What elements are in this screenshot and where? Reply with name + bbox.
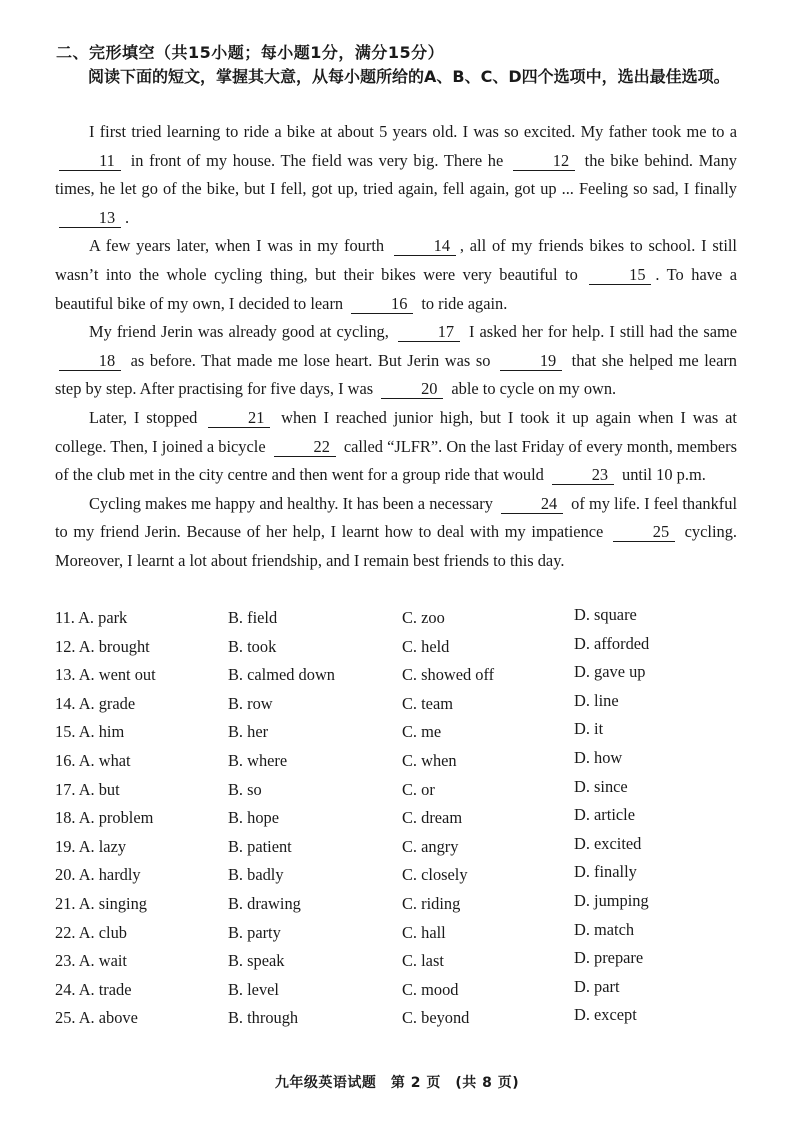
- question-option-d: D. gave up: [574, 662, 646, 682]
- answer-blank: 18: [59, 352, 121, 371]
- question-row: [55, 776, 745, 805]
- question-row: [55, 747, 745, 776]
- question-option-c: C. riding: [402, 893, 461, 913]
- passage-text: that she helped me learn step by step. After practising for five days, I was: [55, 350, 737, 399]
- question-option-c: C. when: [402, 750, 457, 770]
- question-option-a: 12. A. brought: [55, 636, 150, 656]
- question-option-d: D. except: [574, 1005, 637, 1025]
- question-option-b: B. speak: [228, 951, 285, 971]
- question-option-b: B. took: [228, 636, 277, 656]
- question-option-a: 19. A. lazy: [55, 836, 127, 856]
- question-option-b: B. where: [228, 750, 288, 770]
- passage-text: A few years later, when I was in my fourth: [89, 236, 390, 256]
- answer-blank: 11: [59, 152, 121, 171]
- question-option-d: D. article: [574, 805, 635, 825]
- answer-blank: 22: [274, 438, 336, 457]
- question-option-c: C. last: [402, 951, 444, 971]
- answer-blank: 24: [501, 495, 563, 514]
- passage-text: called “JLFR”. On the last Friday of every month, members of the club met in the city centre and then went for a group ride that would: [55, 436, 738, 485]
- passage-text: Later, I stopped: [89, 407, 205, 427]
- question-option-a: 17. A. but: [55, 779, 120, 799]
- question-option-a: 14. A. grade: [55, 693, 136, 713]
- question-option-c: C. held: [402, 636, 450, 656]
- answer-blank: 20: [381, 380, 443, 399]
- question-option-b: B. field: [228, 608, 278, 627]
- answer-blank: 21: [208, 409, 270, 428]
- passage-text: I first tried learning to ride a bike at about 5 years old. I was so excited. My father took me to a: [89, 122, 737, 141]
- question-option-a: 13. A. went out: [55, 665, 156, 685]
- section-title: 二、完形填空（共15小题；每小题1分，满分15分）: [56, 43, 445, 62]
- question-option-a: 23. A. wait: [55, 951, 127, 971]
- question-option-d: D. jumping: [574, 890, 649, 910]
- passage-text: able to cycle on my own.: [447, 379, 617, 399]
- cloze-passage: [55, 118, 737, 576]
- question-option-c: C. mood: [402, 979, 459, 999]
- question-option-d: D. it: [574, 719, 604, 739]
- answer-blank: 15: [589, 266, 651, 285]
- question-option-d: D. since: [574, 776, 628, 796]
- answer-blank: 23: [552, 466, 614, 485]
- passage-text: I asked her for help. I still had the same: [463, 322, 738, 342]
- question-option-d: D. afforded: [574, 633, 650, 653]
- question-option-c: C. beyond: [402, 1008, 470, 1028]
- answer-blank: 14: [394, 237, 456, 256]
- question-option-d: D. prepare: [574, 948, 644, 968]
- question-row: [55, 690, 745, 719]
- question-option-c: C. showed off: [402, 665, 495, 685]
- question-row: [55, 976, 745, 1005]
- passage-text: the bike behind. Many times, he let go of the bike, but I fell, got up, tried again, fell again, got up ... Feeling so sad, I finally: [55, 150, 737, 199]
- passage-text: .: [125, 207, 130, 227]
- answer-blank: 12: [513, 152, 575, 171]
- question-row: [55, 947, 745, 976]
- paragraph-5: [55, 490, 737, 576]
- passage-text: until 10 p.m.: [617, 465, 706, 485]
- paragraph-4: [55, 404, 737, 490]
- question-option-c: C. zoo: [402, 608, 445, 627]
- question-option-c: C. dream: [402, 808, 463, 828]
- question-option-c: C. hall: [402, 922, 446, 942]
- passage-text: My friend Jerin was already good at cycling,: [89, 322, 394, 342]
- question-option-c: C. or: [402, 779, 435, 799]
- page-footer: 九年级英语试题 第 2 页 (共 8 页): [274, 1075, 520, 1091]
- instructions: 阅读下面的短文，掌握其大意，从每小题所给的A、B、C、D四个选项中，选出最佳选项。: [88, 67, 730, 86]
- question-option-c: C. me: [402, 722, 442, 742]
- question-option-b: B. party: [228, 922, 281, 942]
- question-option-c: C. angry: [402, 836, 459, 856]
- question-option-a: 18. A. problem: [55, 808, 154, 828]
- question-row: [55, 633, 745, 662]
- question-row: [55, 804, 745, 833]
- question-option-d: D. finally: [574, 862, 637, 882]
- passage-text: in front of my house. The field was very big. There he: [125, 150, 509, 170]
- passage-text: . To have a beautiful bike of my own, I decided to learn: [55, 264, 738, 313]
- question-row: [55, 661, 745, 690]
- question-option-a: 24. A. trade: [55, 979, 132, 999]
- paragraph-1: [55, 118, 737, 232]
- question-option-d: D. match: [574, 919, 635, 939]
- question-option-a: 22. A. club: [55, 922, 127, 942]
- passage-text: , all of my friends bikes to school. I still wasn’t into the whole cycling thing, but their bikes were very beautiful to: [55, 236, 737, 284]
- question-option-c: C. closely: [402, 865, 468, 885]
- question-option-d: D. part: [574, 976, 620, 996]
- paragraph-3: [55, 318, 737, 404]
- question-option-d: D. square: [574, 605, 637, 624]
- question-option-a: 20. A. hardly: [55, 865, 141, 885]
- question-option-b: B. her: [228, 722, 269, 742]
- passage-text: cycling. Moreover, I learnt a lot about friendship, and I remain best friends to this day.: [55, 522, 737, 570]
- question-option-b: B. patient: [228, 836, 292, 856]
- question-option-b: B. hope: [228, 808, 279, 828]
- question-row: [55, 861, 745, 890]
- answer-blank: 16: [351, 295, 413, 314]
- question-option-b: B. through: [228, 1008, 299, 1028]
- question-option-b: B. so: [228, 779, 262, 799]
- question-option-a: 21. A. singing: [55, 893, 148, 913]
- question-option-a: 15. A. him: [55, 722, 125, 742]
- options-list: [55, 604, 745, 1033]
- question-option-d: D. how: [574, 747, 623, 767]
- question-option-a: 25. A. above: [55, 1008, 138, 1028]
- paragraph-2: [55, 232, 737, 318]
- question-row: [55, 890, 745, 919]
- passage-text: when I reached junior high, but I took it up again when I was at college. Then, I joined a bicycle: [55, 407, 737, 456]
- passage-text: to ride again.: [417, 293, 508, 313]
- passage-text: of my life. I feel thankful to my friend Jerin. Because of her help, I learnt how to deal with my impatience: [55, 493, 738, 542]
- question-option-b: B. drawing: [228, 893, 301, 913]
- question-row: [55, 1004, 745, 1033]
- question-option-d: D. line: [574, 690, 619, 710]
- question-row: [55, 919, 745, 948]
- question-row: [55, 718, 745, 747]
- answer-blank: 25: [613, 523, 675, 542]
- passage-text: Cycling makes me happy and healthy. It has been a necessary: [89, 493, 498, 513]
- question-option-b: B. row: [228, 693, 273, 713]
- question-option-b: B. level: [228, 979, 279, 999]
- question-row: [55, 833, 745, 862]
- question-option-a: 16. A. what: [55, 750, 131, 770]
- answer-blank: 13: [59, 209, 121, 228]
- question-option-d: D. excited: [574, 833, 642, 853]
- passage-text: as before. That made me lose heart. But Jerin was so: [125, 350, 497, 370]
- question-option-a: 11. A. park: [55, 608, 128, 627]
- answer-blank: 17: [398, 323, 460, 342]
- question-option-b: B. badly: [228, 865, 284, 885]
- question-row: [55, 604, 745, 633]
- question-option-b: B. calmed down: [228, 665, 335, 685]
- question-option-c: C. team: [402, 693, 453, 713]
- answer-blank: 19: [500, 352, 562, 371]
